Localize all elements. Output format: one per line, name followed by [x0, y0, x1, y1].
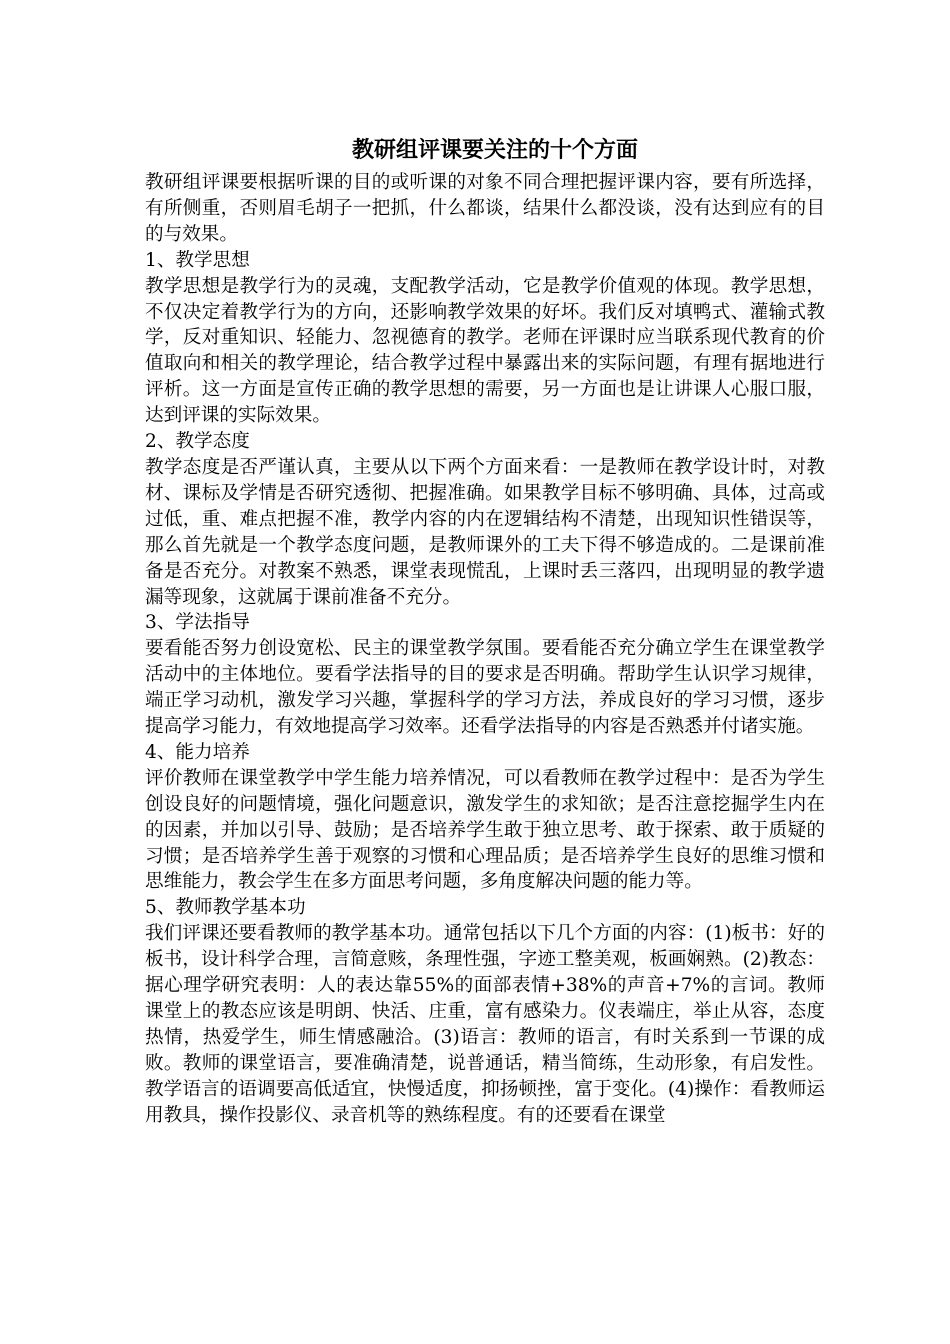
document-body	[145, 170, 825, 1129]
intro-paragraph: 教研组评课要根据听课的目的或听课的对象不同合理把握评课内容，要有所选择，有所侧重，否则眉毛胡子一把抓，什么都谈，结果什么都没谈，没有达到应有的目的与效果。	[145, 172, 825, 245]
section-heading-ability-training: 4、能力培养	[145, 741, 250, 763]
section-body-study-guidance: 要看能否努力创设宽松、民主的课堂教学氛围。要看能否充分确立学生在课堂教学活动中的主体地位。要看学法指导的目的要求是否明确。帮助学生认识学习规律，端正学习动机，激发学习兴趣，掌握科学的学习方法，养成良好的学习习惯，逐步提高学习能力，有效地提高学习效率。还看学法指导的内容是否熟悉并付诸实施。	[145, 638, 825, 738]
section-body-teaching-attitude: 教学态度是否严谨认真，主要从以下两个方面来看：一是教师在教学设计时，对教材、课标及学情是否研究透彻、把握准确。如果教学目标不够明确、具体，过高或过低，重、难点把握不准，教学内容的内在逻辑结构不清楚，出现知识性错误等，那么首先就是一个教学态度问题，是教师课外的工夫下得不够造成的。二是课前准备是否充分。对教案不熟悉，课堂表现慌乱，上课时丢三落四，出现明显的教学遗漏等现象，这就属于课前准备不充分。	[145, 456, 825, 608]
section-heading-teaching-thought: 1、教学思想	[145, 249, 250, 271]
section-body-basic-skills: 我们评课还要看教师的教学基本功。通常包括以下几个方面的内容：(1)板书：好的板书，设计科学合理，言简意赅，条理性强，字迹工整美观，板画娴熟。(2)教态：据心理学研究表明：人的表达靠55%的面部表情+38%的声音+7%的言词。教师课堂上的教态应该是明朗、快活、庄重，富有感染力。仪表端庄，举止从容，态度热情，热爱学生，师生情感融洽。(3)语言：教师的语言，有时关系到一节课的成败。教师的课堂语言，要准确清楚，说普通话，精当简练，生动形象，有启发性。教学语言的语调要高低适宜，快慢适度，抑扬顿挫，富于变化。(4)操作：看教师运用教具，操作投影仪、录音机等的熟练程度。有的还要看在课堂	[145, 923, 825, 1126]
section-body-ability-training: 评价教师在课堂教学中学生能力培养情况，可以看教师在教学过程中：是否为学生创设良好的问题情境，强化问题意识，激发学生的求知欲；是否注意挖掘学生内在的因素，并加以引导、鼓励；是否培养学生敢于独立思考、敢于探索、敢于质疑的习惯；是否培养学生善于观察的习惯和心理品质；是否培养学生良好的思维习惯和思维能力，教会学生在多方面思考问题，多角度解决问题的能力等。	[145, 767, 825, 893]
section-heading-basic-skills: 5、教师教学基本功	[145, 897, 306, 919]
section-heading-study-guidance: 3、学法指导	[145, 612, 250, 634]
section-heading-teaching-attitude: 2、教学态度	[145, 431, 250, 453]
document-title: 教研组评课要关注的十个方面	[351, 137, 638, 163]
section-body-teaching-thought: 教学思想是教学行为的灵魂，支配教学活动，它是教学价值观的体现。教学思想，不仅决定着教学行为的方向，还影响教学效果的好坏。我们反对填鸭式、灌输式教学，反对重知识、轻能力、忽视德育的教学。老师在评课时应当联系现代教育的价值取向和相关的教学理论，结合教学过程中暴露出来的实际问题，有理有据地进行评析。这一方面是宣传正确的教学思想的需要，另一方面也是让讲课人心服口服，达到评课的实际效果。	[145, 275, 825, 427]
